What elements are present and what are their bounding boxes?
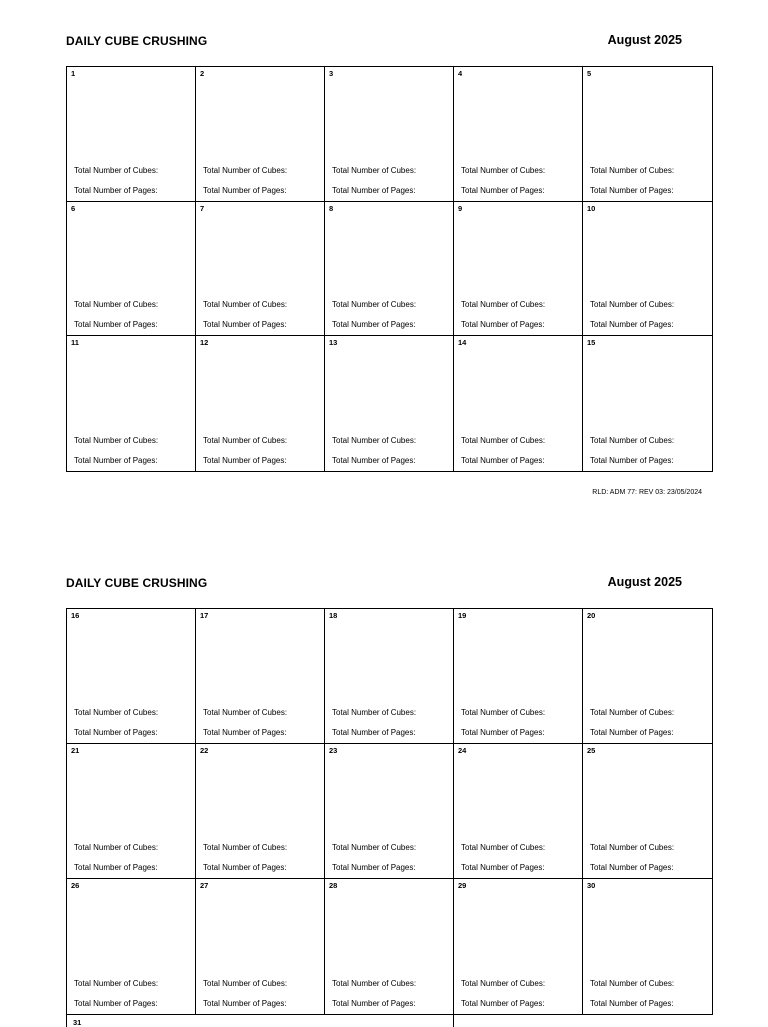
- day-number: 31: [73, 1018, 82, 1027]
- day-number: 19: [458, 611, 467, 620]
- revision-code: RLD: ADM 77: REV 03: 23/05/2024: [592, 489, 702, 496]
- day-number: 29: [458, 881, 467, 890]
- day-number: 10: [587, 203, 596, 213]
- day-number: 20: [587, 611, 596, 620]
- total-cubes-label: Total Number of Cubes:: [461, 165, 546, 175]
- total-pages-label: Total Number of Pages:: [203, 320, 287, 330]
- day-number: 6: [71, 203, 76, 213]
- day-cell: [67, 609, 196, 744]
- total-pages-label: Total Number of Pages:: [203, 863, 287, 872]
- total-pages-label: Total Number of Pages:: [590, 456, 674, 465]
- day-number: 18: [329, 611, 338, 620]
- total-pages-label: Total Number of Pages:: [461, 456, 545, 465]
- day-cell: [325, 336, 454, 471]
- total-cubes-label: Total Number of Cubes:: [74, 165, 159, 175]
- day-cell: [454, 879, 583, 1014]
- total-pages-label: Total Number of Pages:: [74, 456, 158, 465]
- day-number: 16: [71, 611, 80, 620]
- day-cell: [583, 609, 712, 744]
- day-number: 4: [458, 69, 463, 78]
- total-cubes-label: Total Number of Cubes:: [74, 300, 159, 310]
- day-number: 30: [587, 881, 596, 890]
- day-cell: [196, 609, 325, 744]
- day-number: 13: [329, 338, 338, 348]
- total-pages-label: Total Number of Pages:: [203, 185, 287, 195]
- day-cell: [67, 67, 196, 202]
- day-number: 22: [200, 746, 209, 755]
- total-cubes-label: Total Number of Cubes:: [203, 300, 288, 310]
- total-pages-label: Total Number of Pages:: [590, 863, 674, 872]
- total-pages-label: Total Number of Pages:: [332, 863, 416, 872]
- total-pages-label: Total Number of Pages:: [332, 999, 416, 1008]
- sheet-title: DAILY CUBE CRUSHING: [66, 576, 208, 590]
- day-number: 23: [329, 746, 338, 755]
- total-pages-label: Total Number of Pages:: [461, 999, 545, 1008]
- day-number: 28: [329, 881, 338, 890]
- day-cell: [196, 202, 325, 337]
- total-pages-label: Total Number of Pages:: [332, 456, 416, 465]
- day-cell: [196, 336, 325, 471]
- total-pages-label: Total Number of Pages:: [203, 999, 287, 1008]
- day-cell: [583, 879, 712, 1014]
- total-cubes-label: Total Number of Cubes:: [590, 708, 675, 717]
- day-cell: [67, 336, 196, 471]
- day-cell: [454, 336, 583, 471]
- total-pages-label: Total Number of Pages:: [74, 185, 158, 195]
- day-cell: [454, 67, 583, 202]
- day-grid: [66, 608, 713, 1015]
- day-number: 2: [200, 69, 205, 78]
- day-number: 8: [329, 203, 334, 213]
- day-number: 26: [71, 881, 80, 890]
- total-cubes-label: Total Number of Cubes:: [74, 843, 159, 852]
- total-cubes-label: Total Number of Cubes:: [590, 436, 675, 445]
- day-number: 25: [587, 746, 596, 755]
- total-cubes-label: Total Number of Cubes:: [332, 843, 417, 852]
- day-cell: [196, 744, 325, 879]
- total-cubes-label: Total Number of Cubes:: [74, 708, 159, 717]
- total-pages-label: Total Number of Pages:: [461, 863, 545, 872]
- total-cubes-label: Total Number of Cubes:: [332, 708, 417, 717]
- day-cell: [67, 202, 196, 337]
- day-number: 7: [200, 203, 205, 213]
- total-cubes-label: Total Number of Cubes:: [590, 300, 675, 310]
- total-cubes-label: Total Number of Cubes:: [461, 300, 546, 310]
- day-number: 21: [71, 746, 80, 755]
- total-pages-label: Total Number of Pages:: [590, 728, 674, 737]
- total-pages-label: Total Number of Pages:: [74, 999, 158, 1008]
- total-cubes-label: Total Number of Cubes:: [332, 165, 417, 175]
- total-cubes-label: Total Number of Cubes:: [590, 979, 675, 988]
- total-cubes-label: Total Number of Cubes:: [203, 979, 288, 988]
- total-pages-label: Total Number of Pages:: [203, 728, 287, 737]
- total-cubes-label: Total Number of Cubes:: [461, 843, 546, 852]
- day-cell: [454, 609, 583, 744]
- day-cell: [196, 67, 325, 202]
- day-number: 27: [200, 881, 209, 890]
- day-cell: [583, 202, 712, 337]
- day-number: 24: [458, 746, 467, 755]
- day-cell: [325, 67, 454, 202]
- day-cell: [325, 609, 454, 744]
- day-cell: [454, 202, 583, 337]
- sheet-month: August 2025: [607, 575, 682, 589]
- day-number: 5: [587, 69, 592, 78]
- total-pages-label: Total Number of Pages:: [332, 185, 416, 195]
- total-pages-label: Total Number of Pages:: [590, 999, 674, 1008]
- day-number: 11: [71, 338, 79, 348]
- total-pages-label: Total Number of Pages:: [332, 320, 416, 330]
- total-pages-label: Total Number of Pages:: [74, 320, 158, 330]
- total-cubes-label: Total Number of Cubes:: [332, 436, 417, 445]
- day-cell: [325, 202, 454, 337]
- day-number: 17: [200, 611, 209, 620]
- total-cubes-label: Total Number of Cubes:: [74, 436, 159, 445]
- total-cubes-label: Total Number of Cubes:: [203, 165, 288, 175]
- total-pages-label: Total Number of Pages:: [461, 320, 545, 330]
- total-cubes-label: Total Number of Cubes:: [590, 843, 675, 852]
- total-pages-label: Total Number of Pages:: [590, 185, 674, 195]
- total-cubes-label: Total Number of Cubes:: [203, 436, 288, 445]
- day-cell: [67, 879, 196, 1014]
- day-cell: [583, 336, 712, 471]
- sheet-title: DAILY CUBE CRUSHING: [66, 34, 208, 48]
- sheet-month: August 2025: [607, 33, 682, 47]
- day-number: 1: [71, 69, 76, 78]
- total-cubes-label: Total Number of Cubes:: [203, 708, 288, 717]
- day-grid: [66, 66, 713, 472]
- total-cubes-label: Total Number of Cubes:: [461, 979, 546, 988]
- day-cell: [325, 879, 454, 1014]
- total-cubes-label: Total Number of Cubes:: [461, 436, 546, 445]
- total-pages-label: Total Number of Pages:: [332, 728, 416, 737]
- total-cubes-label: Total Number of Cubes:: [590, 165, 675, 175]
- day-number: 15: [587, 338, 596, 348]
- day-cell: [583, 67, 712, 202]
- day-cell: [325, 744, 454, 879]
- total-cubes-label: Total Number of Cubes:: [74, 979, 159, 988]
- day-cell: [196, 879, 325, 1014]
- overflow-day-cell: [66, 1015, 454, 1027]
- total-cubes-label: Total Number of Cubes:: [332, 979, 417, 988]
- day-cell: [67, 744, 196, 879]
- total-pages-label: Total Number of Pages:: [461, 185, 545, 195]
- total-pages-label: Total Number of Pages:: [461, 728, 545, 737]
- total-pages-label: Total Number of Pages:: [74, 728, 158, 737]
- day-number: 9: [458, 203, 463, 213]
- day-cell: [454, 744, 583, 879]
- total-cubes-label: Total Number of Cubes:: [461, 708, 546, 717]
- day-cell: [583, 744, 712, 879]
- day-number: 12: [200, 338, 209, 348]
- day-number: 3: [329, 69, 334, 78]
- day-number: 14: [458, 338, 467, 348]
- total-pages-label: Total Number of Pages:: [590, 320, 674, 330]
- total-pages-label: Total Number of Pages:: [203, 456, 287, 465]
- total-cubes-label: Total Number of Cubes:: [203, 843, 288, 852]
- total-pages-label: Total Number of Pages:: [74, 863, 158, 872]
- total-cubes-label: Total Number of Cubes:: [332, 300, 417, 310]
